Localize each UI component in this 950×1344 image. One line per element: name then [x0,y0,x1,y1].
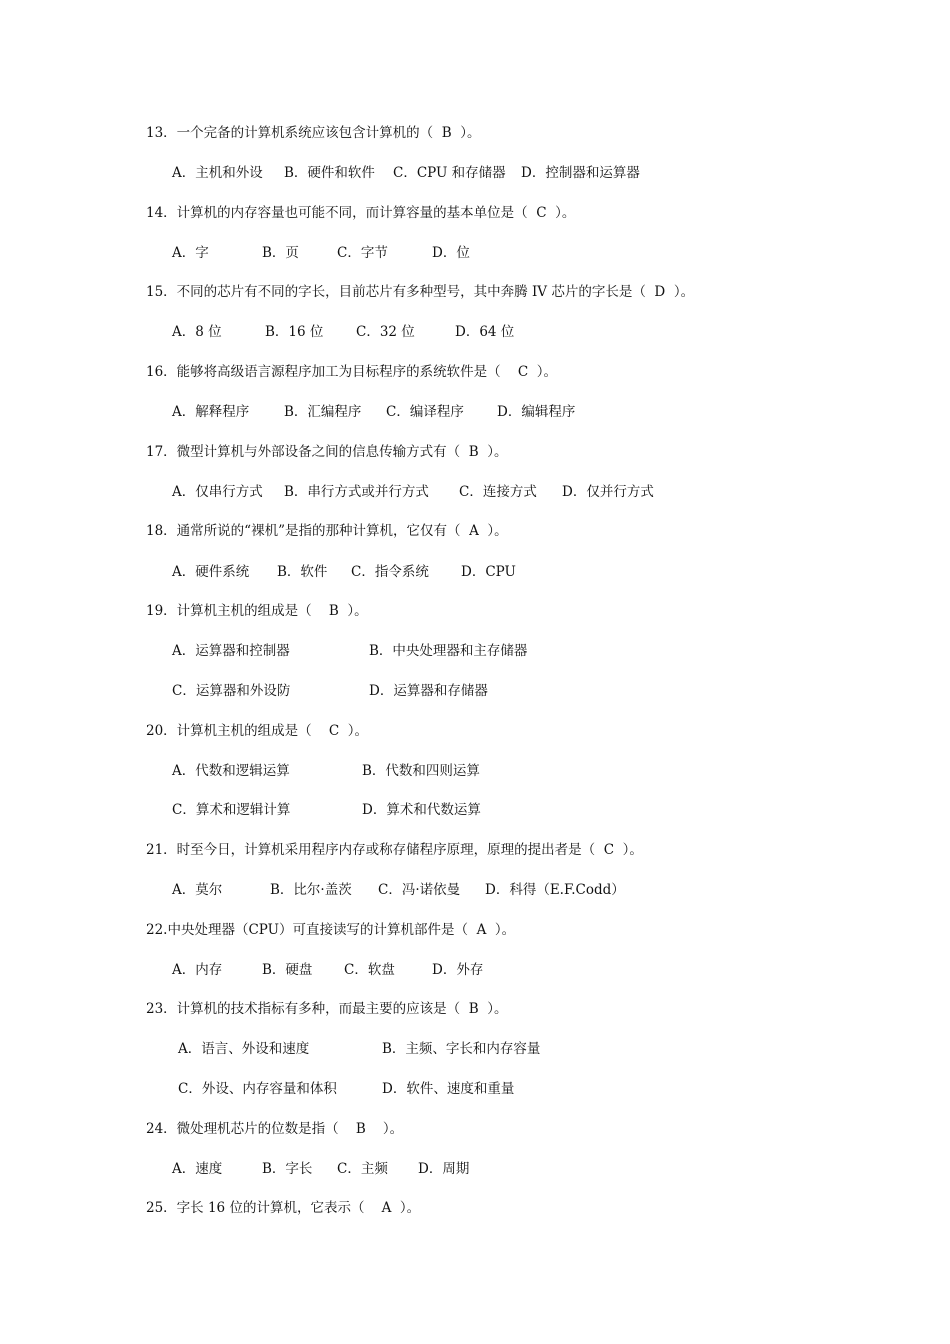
question-24-stem: 24．微处理机芯片的位数是指（ B ）。 [146,1121,404,1137]
question-23-stem: 23．计算机的技术指标有多种，而最主要的应该是（ B ）。 [146,1001,508,1017]
q13-option-b: B．硬件和软件 [284,165,375,181]
question-14-stem: 14．计算机的内存容量也可能不同，而计算容量的基本单位是（ C ）。 [146,205,576,221]
question-21-stem: 21．时至今日，计算机采用程序内存或称存储程序原理，原理的提出者是（ C ）。 [146,842,643,858]
q14-option-b: B．页 [262,245,299,261]
q14-option-a: A．字 [172,245,209,261]
q24-option-a: A．速度 [172,1161,223,1177]
q22-option-d: D．外存 [432,962,484,978]
q22-option-c: C．软盘 [344,962,395,978]
question-13-stem: 13．一个完备的计算机系统应该包含计算机的（ B ）。 [146,125,481,141]
q23-option-b: B．主频、字长和内存容量 [382,1041,541,1057]
q18-option-d: D．CPU [461,564,516,580]
q14-option-c: C．字节 [337,245,388,261]
question-20-stem: 20．计算机主机的组成是（ C ）。 [146,723,369,739]
q22-option-b: B．硬盘 [262,962,313,978]
q23-option-d: D．软件、速度和重量 [382,1081,515,1097]
question-18-stem: 18．通常所说的“裸机”是指的那种计算机，它仅有（ A ）。 [146,523,508,539]
q14-option-d: D．位 [432,245,470,261]
q15-option-d: D．64 位 [455,324,515,340]
q16-option-d: D．编辑程序 [497,404,576,420]
q18-option-a: A．硬件系统 [172,564,250,580]
q23-option-a: A．语言、外设和速度 [178,1041,310,1057]
q21-option-b: B．比尔·盖茨 [270,882,352,898]
q19-option-d: D．运算器和存储器 [369,683,488,699]
q20-option-a: A．代数和逻辑运算 [172,763,290,779]
q18-option-b: B．软件 [277,564,328,580]
q20-option-c: C．算术和逻辑计算 [172,802,291,818]
q24-option-b: B．字长 [262,1161,313,1177]
question-17-stem: 17．微型计算机与外部设备之间的信息传输方式有（ B ）。 [146,444,508,460]
question-16-stem: 16．能够将高级语言源程序加工为目标程序的系统软件是（ C ）。 [146,364,558,380]
q18-option-c: C．指令系统 [351,564,429,580]
q13-option-c: C．CPU 和存储器 [393,165,506,181]
q13-option-a: A．主机和外设 [172,165,263,181]
q24-option-d: D．周期 [418,1161,470,1177]
question-22-stem: 22.中央处理器（CPU）可直接读写的计算机部件是（ A ）。 [146,922,516,938]
q22-option-a: A．内存 [172,962,223,978]
q17-option-a: A．仅串行方式 [172,484,263,500]
q16-option-a: A．解释程序 [172,404,250,420]
question-25-stem: 25．字长 16 位的计算机，它表示（ A ）。 [146,1200,421,1216]
q21-option-d: D．科得（E.F.Codd） [485,882,625,898]
q23-option-c: C．外设、内存容量和体积 [178,1081,337,1097]
q15-option-b: B．16 位 [265,324,324,340]
q20-option-d: D．算术和代数运算 [362,802,481,818]
q17-option-c: C．连接方式 [459,484,537,500]
question-19-stem: 19．计算机主机的组成是（ B ）。 [146,603,368,619]
q13-option-d: D．控制器和运算器 [521,165,640,181]
q16-option-c: C．编译程序 [386,404,464,420]
q15-option-a: A．8 位 [172,324,222,340]
q24-option-c: C．主频 [337,1161,388,1177]
q17-option-b: B．串行方式或并行方式 [284,484,429,500]
q21-option-a: A．莫尔 [172,882,223,898]
question-15-stem: 15．不同的芯片有不同的字长，目前芯片有多种型号，其中奔腾 IV 芯片的字长是（ D ）。 [146,284,695,300]
q15-option-c: C．32 位 [356,324,415,340]
q17-option-d: D．仅并行方式 [562,484,654,500]
q19-option-a: A．运算器和控制器 [172,643,290,659]
q20-option-b: B．代数和四则运算 [362,763,480,779]
q16-option-b: B．汇编程序 [284,404,362,420]
q19-option-c: C．运算器和外设防 [172,683,291,699]
q21-option-c: C．冯·诺依曼 [378,882,461,898]
q19-option-b: B．中央处理器和主存储器 [369,643,528,659]
